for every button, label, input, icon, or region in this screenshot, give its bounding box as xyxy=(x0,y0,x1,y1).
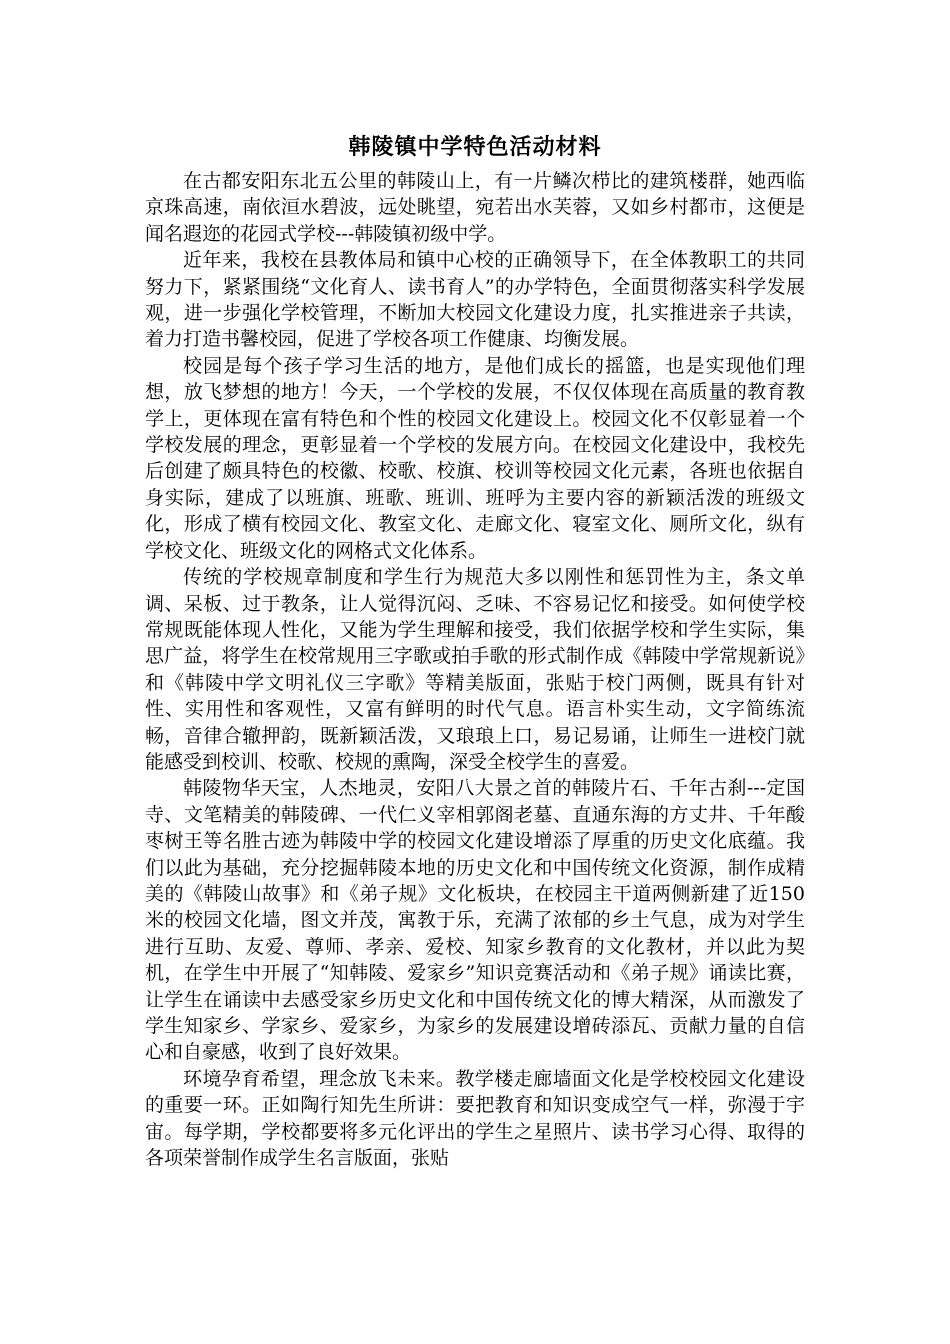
paragraph-school-rules: 传统的学校规章制度和学生行为规范大多以刚性和惩罚性为主，条文单调、呆板、过于教条，让人觉得沉闷、乏味、不容易记忆和接受。如何使学校常规既能体现人性化，又能为学生理解和接受，我们依据学校和学生实际，集思广益，将学生在校常规用三字歌或拍手歌的形式制作成《韩陵中学常规新说》和《韩陵中学文明礼仪三字歌》等精美版面，张贴于校门两侧，既具有针对性、实用性和客观性，又富有鲜明的时代气息。语言朴实生动，文字简练流畅，音律合辙押韵，既新颖活泼，又琅琅上口，易记易诵，让师生一进校门就能感受到校训、校歌、校规的熏陶，深受全校学生的喜爱。 xyxy=(145,566,805,773)
document-title: 韩陵镇中学特色活动材料 xyxy=(348,135,602,160)
paragraph-recent-years: 近年来，我校在县教体局和镇中心校的正确领导下，在全体教职工的共同努力下，紧紧围绕“文化育人、读书育人”的办学特色，全面贯彻落实科学发展观，进一步强化学校管理，不断加大校园文化建设力度，扎实推进亲子共读，着力打造书馨校园，促进了学校各项工作健康、均衡发展。 xyxy=(145,249,805,351)
paragraph-campus-culture: 校园是每个孩子学习生活的地方，是他们成长的摇篮，也是实现他们理想，放飞梦想的地方！今天，一个学校的发展，不仅仅体现在高质量的教育教学上，更体现在富有特色和个性的校园文化建设上。校园文化不仅彰显着一个学校发展的理念，更彰显着一个学校的发展方向。在校园文化建设中，我校先后创建了颇具特色的校徽、校歌、校旗、校训等校园文化元素，各班也依据自身实际，建成了以班旗、班歌、班训、班呼为主要内容的新颖活泼的班级文化，形成了横有校园文化、教室文化、走廊文化、寝室文化、厕所文化，纵有学校文化、班级文化的网格式文化体系。 xyxy=(145,354,805,562)
document-page xyxy=(145,128,805,1171)
paragraph-corridor-culture: 环境孕育希望，理念放飞未来。教学楼走廊墙面文化是学校校园文化建设的重要一环。正如陶行知先生所讲：要把教育和知识变成空气一样，弥漫于宇宙。每学期，学校都要将多元化评出的学生之星照片、读书学习心得、取得的各项荣誉制作成学生名言版面，张贴 xyxy=(145,1067,805,1170)
paragraph-intro: 在古都安阳东北五公里的韩陵山上，有一片鳞次栉比的建筑楼群，她西临京珠高速，南依洹水碧波，远处眺望，宛若出水芙蓉，又如乡村都市，这便是闻名遐迩的花园式学校---韩陵镇初级中学。 xyxy=(145,170,805,245)
paragraph-local-heritage: 韩陵物华天宝，人杰地灵，安阳八大景之首的韩陵片石、千年古刹---定国寺、文笔精美的韩陵碑、一代仁义宰相郭阁老墓、直通东海的方丈井、千年酸枣树王等名胜古迹为韩陵中学的校园文化建设增添了厚重的历史文化底蕴。我们以此为基础，充分挖掘韩陵本地的历史文化和中国传统文化资源，制作成精美的《韩陵山故事》和《弟子规》文化板块，在校园主干道两侧新建了近150米的校园文化墙，图文并茂，寓教于乐，充满了浓郁的乡土气息，成为对学生进行互助、友爱、尊师、孝亲、爱校、知家乡教育的文化教材，并以此为契机，在学生中开展了“知韩陵、爱家乡”知识竞赛活动和《弟子规》诵读比赛，让学生在诵读中去感受家乡历史文化和中国传统文化的博大精深，从而激发了学生知家乡、学家乡、爱家乡，为家乡的发展建设增砖添瓦、贡献力量的自信心和自豪感，收到了良好效果。 xyxy=(145,777,805,1064)
